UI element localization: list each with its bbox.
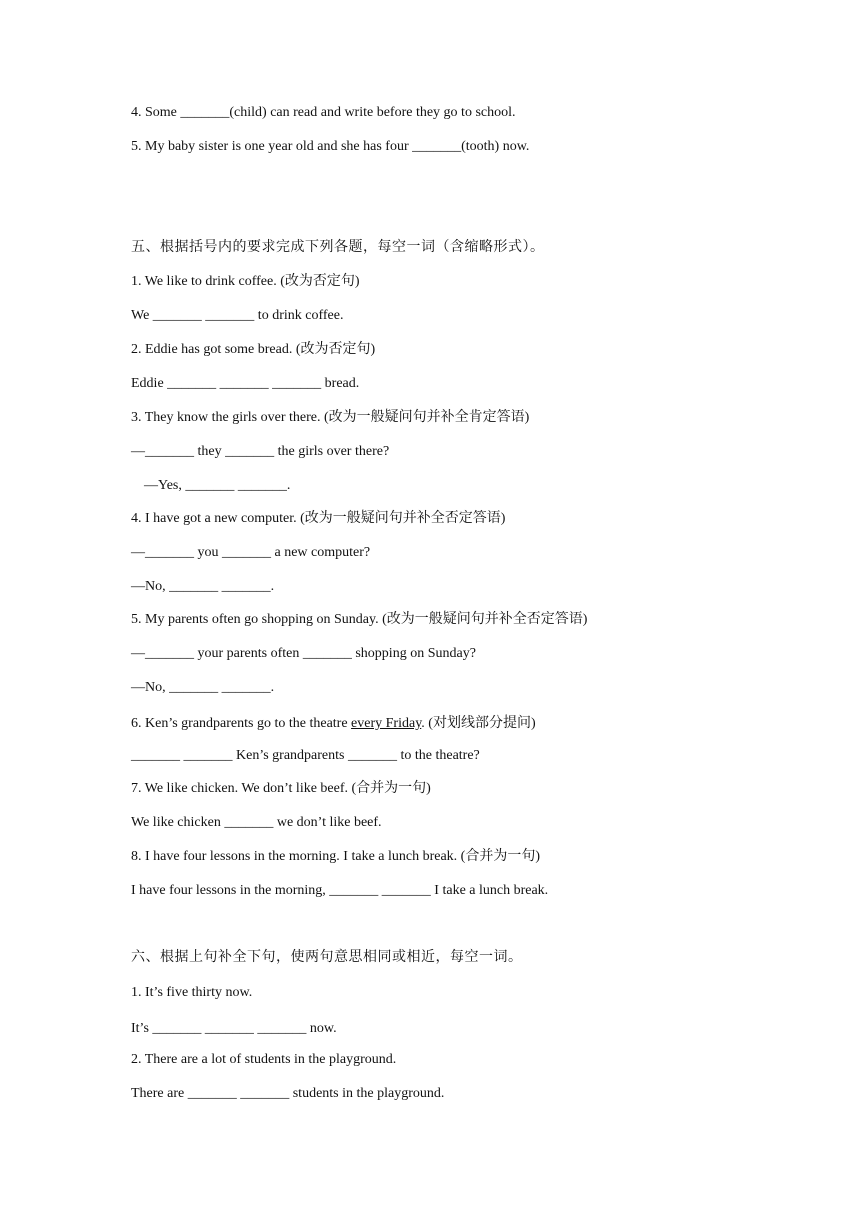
question-line: 5. My baby sister is one year old and she has four _______(tooth) now. [131,139,530,154]
question-line: 3. They know the girls over there. (改为一般疑问句并补全肯定答语) [131,410,530,425]
question-line: 1. We like to drink coffee. (改为否定句) [131,274,360,289]
answer-line: —_______ they _______ the girls over there? [131,444,390,459]
question-line: 7. We like chicken. We don’t like beef. (合并为一句) [131,781,431,796]
q6-underlined-phrase: every Friday [351,716,422,731]
answer-line: It’s _______ _______ _______ now. [131,1021,337,1036]
q6-prefix: 6. Ken’s grandparents go to the theatre [131,716,352,731]
answer-line: —_______ your parents often _______ shopping on Sunday? [131,646,476,661]
answer-line: We like chicken _______ we don’t like beef. [131,815,382,830]
section-heading: 五、根据括号内的要求完成下列各题，每空一词（含缩略形式）。 [131,240,545,255]
answer-line: We _______ _______ to drink coffee. [131,308,344,323]
answer-line: —No, _______ _______. [131,680,275,695]
answer-line: —Yes, _______ _______. [144,478,291,493]
answer-line: _______ _______ Ken’s grandparents _______ to the theatre? [131,748,480,763]
question-line: 4. I have got a new computer. (改为一般疑问句并补全否定答语) [131,511,506,526]
section-heading: 六、根据上句补全下句，使两句意思相同或相近，每空一词。 [131,950,523,965]
answer-line: There are _______ _______ students in the playground. [131,1086,445,1101]
question-line: 4. Some _______(child) can read and write before they go to school. [131,105,516,120]
question-line: 2. Eddie has got some bread. (改为否定句) [131,342,376,357]
answer-line: —No, _______ _______. [131,579,275,594]
answer-line: I have four lessons in the morning, _______ _______ I take a lunch break. [131,883,549,898]
answer-line: —_______ you _______ a new computer? [131,545,371,560]
answer-line: Eddie _______ _______ _______ bread. [131,376,360,391]
question-line: 5. My parents often go shopping on Sunday. (改为一般疑问句并补全否定答语) [131,612,588,627]
question-line: 1. It’s five thirty now. [131,985,253,1000]
q6-suffix: . (对划线部分提问) [421,716,536,731]
question-line: 8. I have four lessons in the morning. I take a lunch break. (合并为一句) [131,849,541,864]
question-line [131,715,536,733]
question-line: 2. There are a lot of students in the playground. [131,1052,397,1067]
